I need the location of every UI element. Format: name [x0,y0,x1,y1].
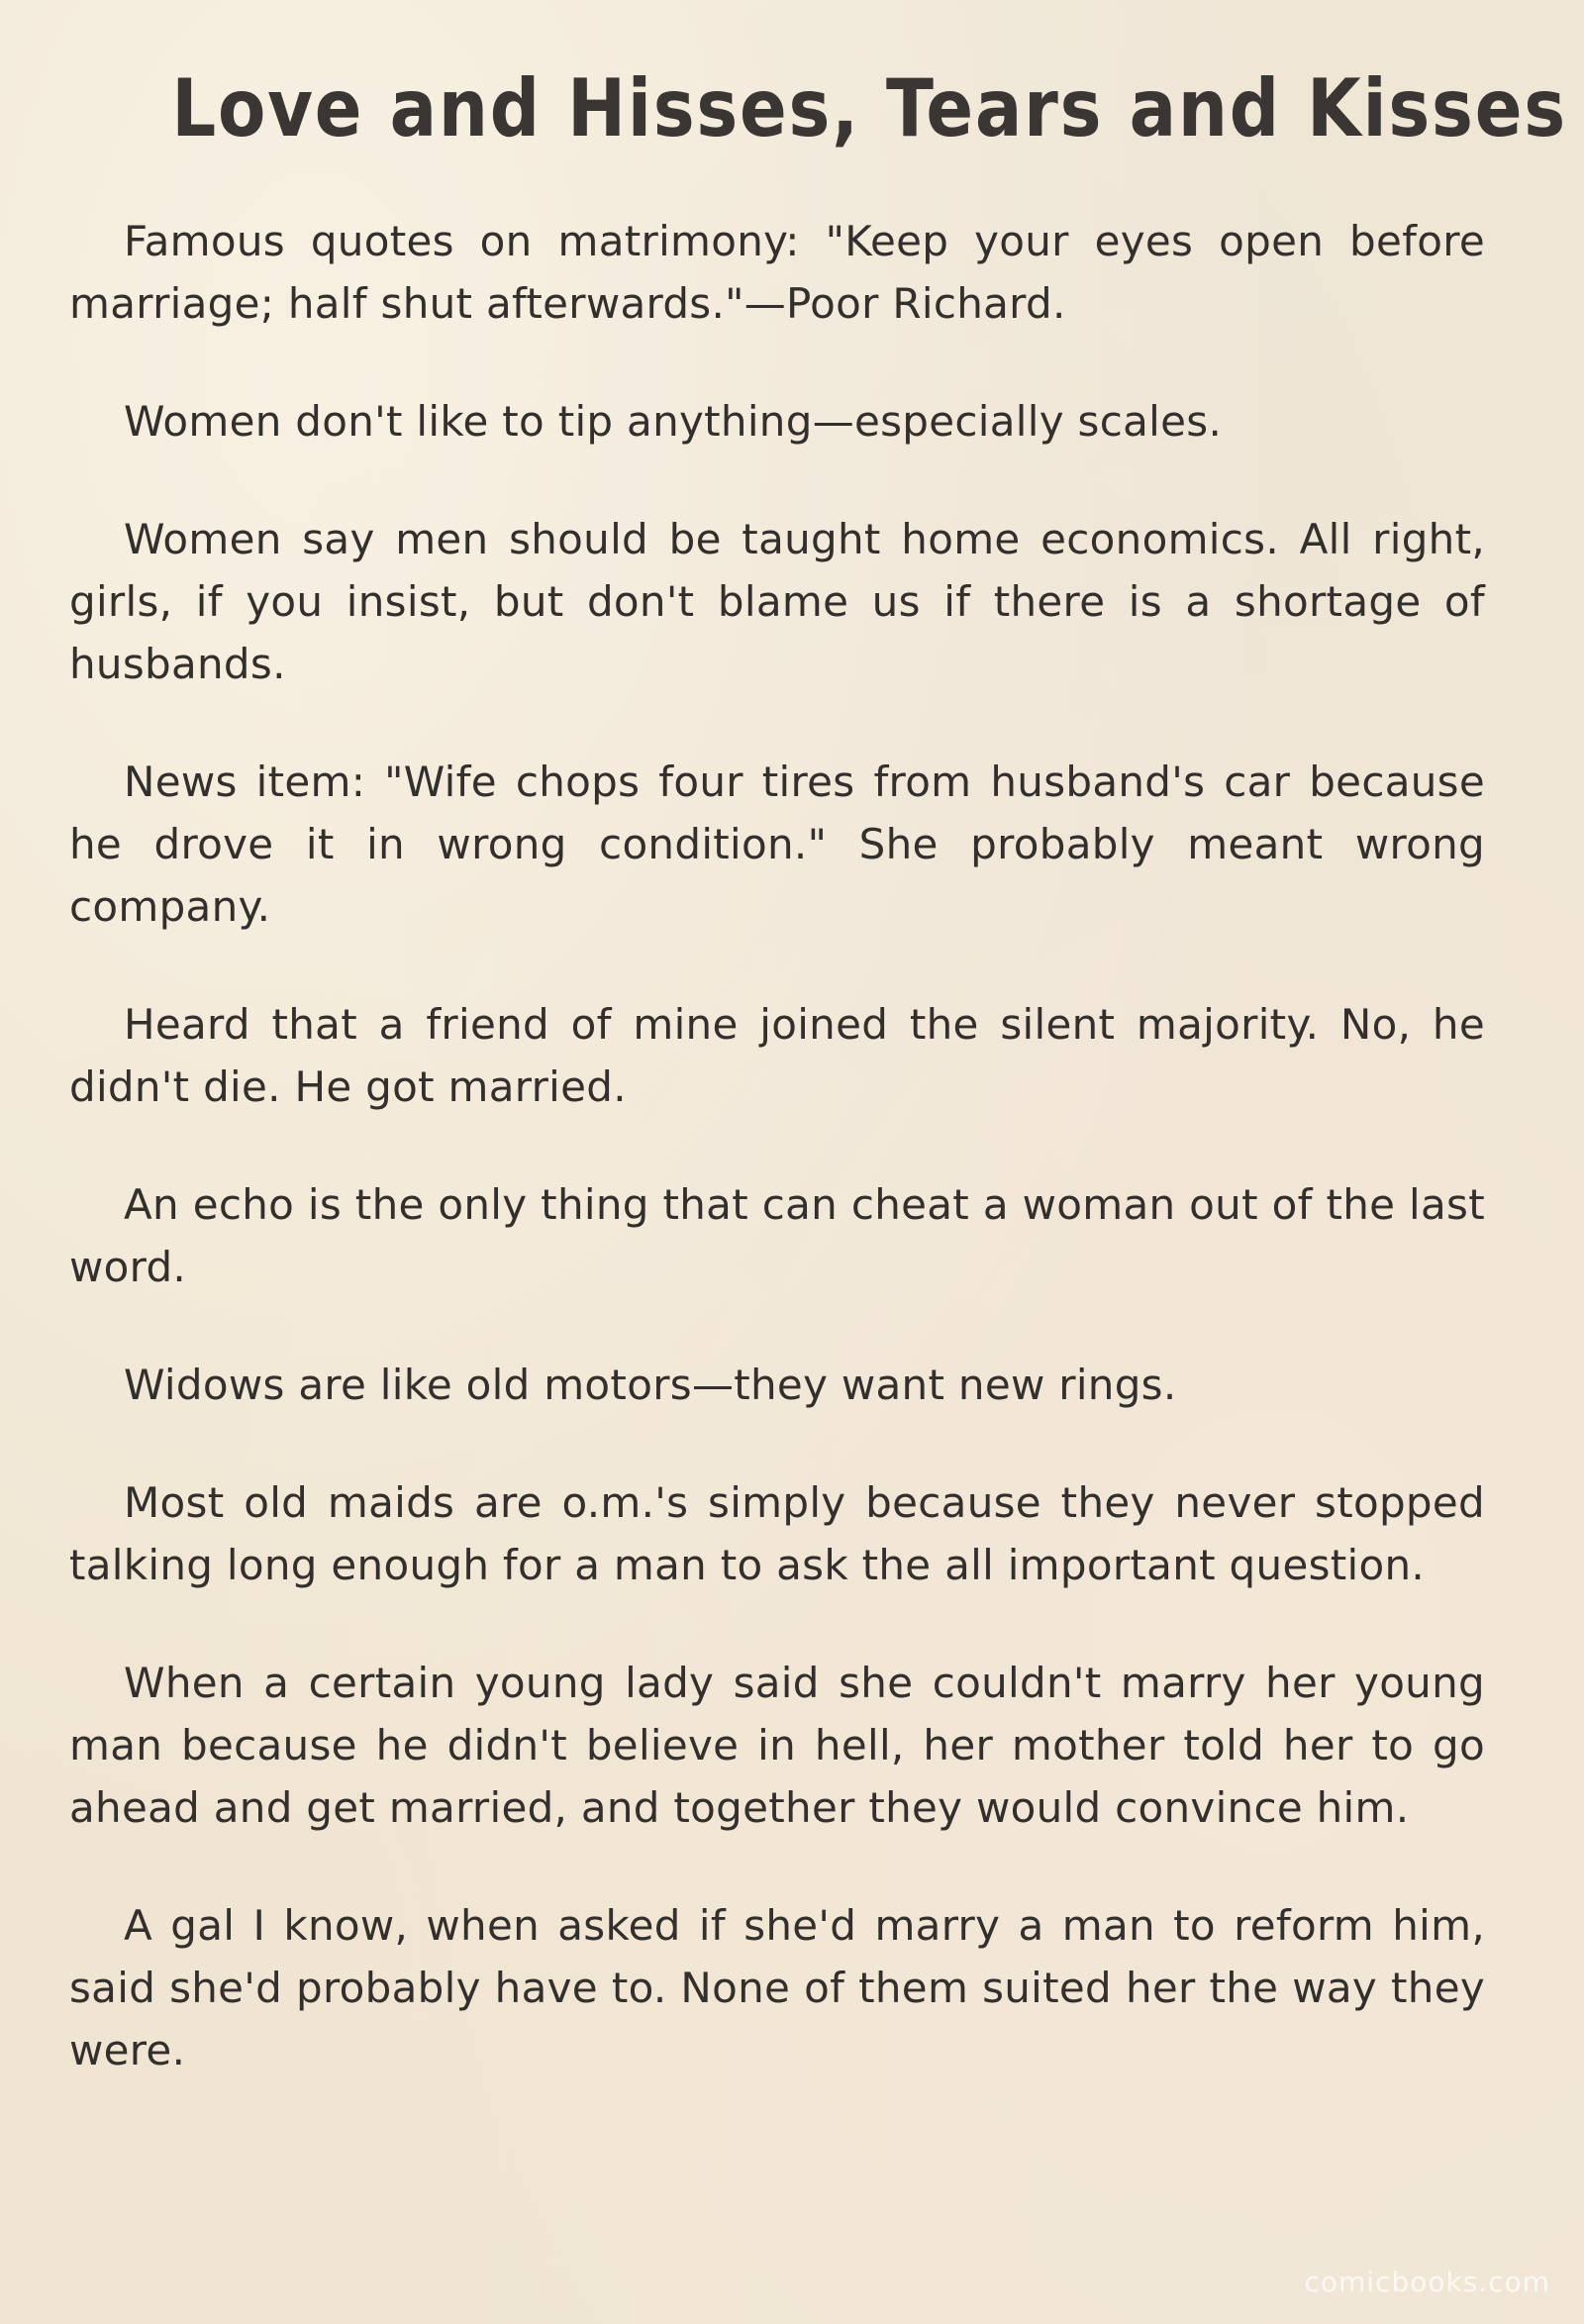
jokes-list [69,210,1485,2081]
joke-paragraph: Women don't like to tip anything—especially scales. [124,397,1223,446]
article-title: Love and Hisses, Tears and Kisses [171,62,1567,154]
joke-paragraph: Most old maids are o.m.'s simply because they never stopped talking long enough for a man to ask the all important question. [69,1478,1485,1589]
joke-paragraph: Famous quotes on matrimony: "Keep your eyes open before marriage; half shut afterwards."—Poor Richard. [69,217,1485,328]
article [69,59,1567,2137]
joke-paragraph: Women say men should be taught home economics. All right, girls, if you insist, but don't blame us if there is a shortage of husbands. [69,515,1485,688]
joke-paragraph: Widows are like old motors—they want new rings. [124,1361,1177,1409]
joke-paragraph: A gal I know, when asked if she'd marry a man to reform him, said she'd probably have to. None of them suited her the way they were. [69,1901,1485,2074]
site-watermark: comicbooks.com [1304,2266,1550,2298]
joke-paragraph: News item: "Wife chops four tires from husband's car because he drove it in wrong condition." She probably meant wrong company. [69,758,1485,931]
joke-paragraph: An echo is the only thing that can cheat a woman out of the last word. [69,1180,1485,1291]
joke-paragraph: When a certain young lady said she couldn't marry her young man because he didn't believe in hell, her mother told her to go ahead and get married, and together they would convince him. [69,1659,1485,1832]
joke-paragraph: Heard that a friend of mine joined the silent majority. No, he didn't die. He got married. [69,1000,1485,1111]
